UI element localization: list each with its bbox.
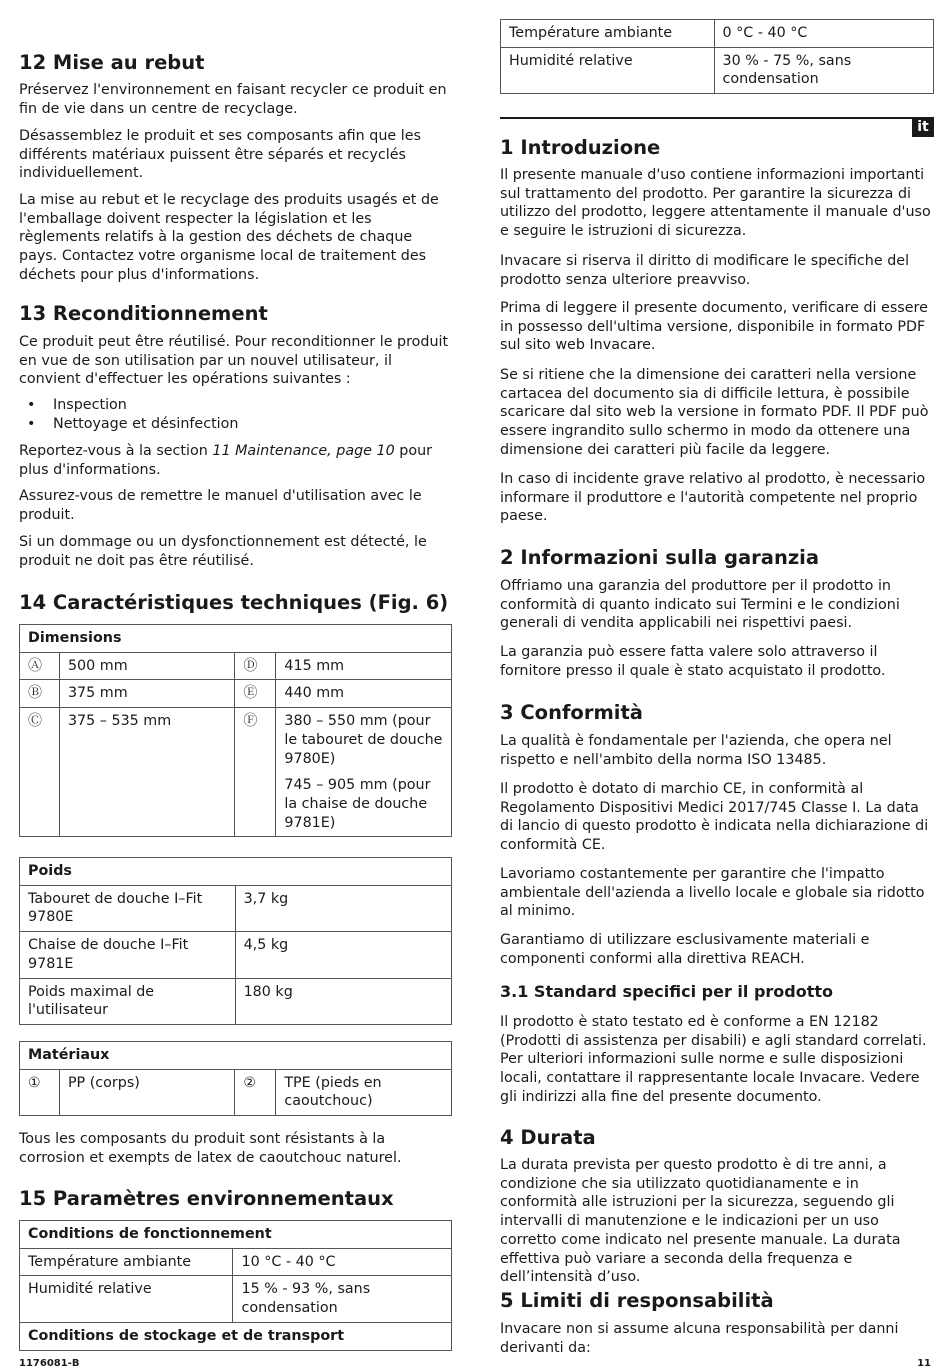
dimension-key: Ⓓ xyxy=(235,652,276,680)
table-row xyxy=(501,20,934,48)
weight-label: Poids maximal de l'utilisateur xyxy=(20,978,236,1024)
condition-value: 10 °C - 40 °C xyxy=(233,1248,452,1276)
weight-value: 180 kg xyxy=(235,978,451,1024)
footer-page-number: 11 xyxy=(917,1358,931,1369)
section-3-1-title: 3.1 Standard specifici per il prodotto xyxy=(500,982,834,1001)
dimension-value xyxy=(276,708,452,837)
list-item: • Inspection xyxy=(27,397,127,413)
materials-note: Tous les composants du produit sont résistants à la corrosion et exempts de latex de caoutchouc naturel. xyxy=(19,1131,402,1166)
table-row xyxy=(20,858,452,886)
section-15-title: 15 Paramètres environnementaux xyxy=(19,1187,394,1210)
dimension-value-chair: 745 – 905 mm (pour la chaise de douche 9781E) xyxy=(284,777,431,831)
section-3-p3: Lavoriamo costantemente per garantire che l'impatto ambientale dell'azienda a livello locale e globale sia ridotto al minimo. xyxy=(500,866,925,920)
section-4-p1: La durata prevista per questo prodotto è di tre anni, a condizione che sia utilizzato quotidianamente e in conformità alle istruzioni per la sicurezza, seguendo gli intervalli di manutenzione e le indicazioni per un uso corretto come indicato nel presente manuale. La durata effettiva può variare a seconda della frequenza e dell’intensità d’uso. xyxy=(500,1157,901,1286)
section-3-1-p: Il prodotto è stato testato ed è conforme a EN 12182 (Prodotti di assistenza per disabili) e agli standard correlati. Per ulteriori informazioni sulle norme e sulle disposizioni locali, contattare il rappresentante locale Invacare. Vedere gli indirizzi alla fine del presente documento. xyxy=(500,1014,927,1105)
section-12-title: 12 Mise au rebut xyxy=(19,51,205,74)
table-row xyxy=(20,1248,452,1276)
section-3-title: 3 Conformità xyxy=(500,701,643,724)
section-1-p3: Prima di leggere il presente documento, verificare di essere in possesso dell'ultima versione, disponibile in formato PDF sul sito web Invacare. xyxy=(500,300,928,354)
section-13-p3: Assurez-vous de remettre le manuel d'utilisation avec le produit. xyxy=(19,488,422,523)
dimension-key: Ⓑ xyxy=(20,680,60,708)
section-2-p1: Offriamo una garanzia del produttore per il prodotto in conformità di quanto indicato sui Termini e le condizioni generali di vendita applicabili nei rispettivi paesi. xyxy=(500,578,900,632)
section-13-p2: Reportez-vous à la section 11 Maintenance, page 10 pour plus d'informations. xyxy=(19,443,433,478)
storage-conditions-table xyxy=(500,19,934,94)
dimension-key: Ⓒ xyxy=(20,708,60,837)
section-1-p4: Se si ritiene che la dimensione dei caratteri nella versione cartacea del documento sia di difficile lettura, è possibile scaricare dal sito web la versione in formato PDF. Il PDF può essere ingrandito sullo schermo in modo da ottenere una dimensione dei caratteri più facile da leggere. xyxy=(500,367,929,458)
section-13-p1: Ce produit peut être réutilisé. Pour reconditionner le produit en vue de son utilisation par un nouvel utilisateur, il convient d'effectuer les opérations suivantes : xyxy=(19,334,449,388)
section-1-title: 1 Introduzione xyxy=(500,136,661,159)
section-4-title: 4 Durata xyxy=(500,1126,596,1149)
dimension-value: 500 mm xyxy=(59,652,234,680)
materials-table xyxy=(19,1041,452,1116)
dimension-key: Ⓐ xyxy=(20,652,60,680)
dimension-value: 415 mm xyxy=(276,652,452,680)
section-2-p2: La garanzia può essere fatta valere solo attraverso il fornitore presso il quale è stato acquistato il prodotto. xyxy=(500,644,886,679)
section-reference: 11 Maintenance, page 10 xyxy=(212,443,395,459)
dimension-key: Ⓔ xyxy=(235,680,276,708)
operating-conditions-header: Conditions de fonctionnement xyxy=(20,1221,452,1249)
table-row xyxy=(20,708,452,837)
language-badge: it xyxy=(912,117,934,137)
table-row xyxy=(20,932,452,978)
table-row xyxy=(20,1276,452,1322)
section-5-title: 5 Limiti di responsabilità xyxy=(500,1289,774,1312)
table-row xyxy=(20,1042,452,1070)
section-3-p4: Garantiamo di utilizzare esclusivamente materiali e componenti conformi alla direttiva REACH. xyxy=(500,932,870,967)
material-value: PP (corps) xyxy=(59,1069,234,1115)
section-2-title: 2 Informazioni sulla garanzia xyxy=(500,546,820,569)
table-row xyxy=(20,885,452,931)
table-row xyxy=(20,625,452,653)
weight-value: 4,5 kg xyxy=(235,932,451,978)
section-13-p4: Si un dommage ou un dysfonctionnement est détecté, le produit ne doit pas être réutilisé. xyxy=(19,534,427,569)
section-14-title: 14 Caractéristiques techniques (Fig. 6) xyxy=(19,591,449,614)
section-12-p1: Préservez l'environnement en faisant recycler ce produit en fin de vie dans un centre de recyclage. xyxy=(19,82,447,117)
table-row xyxy=(20,978,452,1024)
dimension-value: 375 – 535 mm xyxy=(59,708,234,837)
dimension-key: Ⓕ xyxy=(235,708,276,837)
table-row xyxy=(501,47,934,93)
footer-doc-id: 1176081-B xyxy=(19,1358,80,1369)
list-item: • Nettoyage et désinfection xyxy=(27,415,239,432)
condition-value: 30 % - 75 %, sans condensation xyxy=(714,47,934,93)
weight-label: Chaise de douche I–Fit 9781E xyxy=(20,932,236,978)
section-12-p3: La mise au rebut et le recyclage des produits usagés et de l'emballage doivent respecter la législation et les règlements relatifs à la gestion des déchets de chaque pays. Contactez votre organisme local de traitement des déchets pour plus d'informations. xyxy=(19,192,439,283)
weight-table xyxy=(19,857,452,1025)
table-row xyxy=(20,680,452,708)
section-1-p2: Invacare si riserva il diritto di modificare le specifiche del prodotto senza ulteriore preavviso. xyxy=(500,253,910,288)
dimension-value: 375 mm xyxy=(59,680,234,708)
dimensions-header: Dimensions xyxy=(20,625,452,653)
condition-label: Humidité relative xyxy=(20,1276,233,1322)
section-1-p1: Il presente manuale d'uso contiene informazioni importanti sul trattamento del prodotto. Per garantire la sicurezza di utilizzo del prodotto, leggere attentamente il manuale d'uso e seguire le istruzioni di sicurezza. xyxy=(500,167,931,240)
table-row xyxy=(20,652,452,680)
section-13-bullets xyxy=(19,396,452,433)
section-3-p2: Il prodotto è dotato di marchio CE, in conformità al Regolamento Dispositivi Medici 2017/745 Classe I. La data di lancio di questo prodotto è indicata nella dichiarazione di conformità CE. xyxy=(500,781,929,854)
materials-header: Matériaux xyxy=(20,1042,452,1070)
condition-label: Humidité relative xyxy=(501,47,715,93)
storage-conditions-header: Conditions de stockage et de transport xyxy=(20,1322,452,1350)
condition-value: 15 % - 93 %, sans condensation xyxy=(233,1276,452,1322)
material-key: ② xyxy=(235,1069,276,1115)
section-12-p2: Désassemblez le produit et ses composants afin que les différents matériaux puissent être séparés et recyclés individuellement. xyxy=(19,128,421,182)
dimension-value-stool: 380 – 550 mm (pour le tabouret de douche 9780E) xyxy=(284,713,443,767)
weight-header: Poids xyxy=(20,858,452,886)
material-value: TPE (pieds en caoutchouc) xyxy=(276,1069,452,1115)
section-divider xyxy=(500,117,934,119)
dimensions-table xyxy=(19,624,452,837)
condition-label: Température ambiante xyxy=(501,20,715,48)
condition-label: Température ambiante xyxy=(20,1248,233,1276)
table-row xyxy=(20,1221,452,1249)
table-row xyxy=(20,1069,452,1115)
dimension-value: 440 mm xyxy=(276,680,452,708)
weight-value: 3,7 kg xyxy=(235,885,451,931)
section-1-p5: In caso di incidente grave relativo al prodotto, è necessario informare il produttore e l'autorità competente nel proprio paese. xyxy=(500,471,926,525)
weight-label: Tabouret de douche I–Fit 9780E xyxy=(20,885,236,931)
section-3-p1: La qualità è fondamentale per l'azienda, che opera nel rispetto e nell'ambito della norma ISO 13485. xyxy=(500,733,892,768)
table-row xyxy=(20,1322,452,1350)
environment-table xyxy=(19,1220,452,1351)
section-13-title: 13 Reconditionnement xyxy=(19,302,268,325)
condition-value: 0 °C - 40 °C xyxy=(714,20,934,48)
section-5-p1: Invacare non si assume alcuna responsabilità per danni derivanti da: xyxy=(500,1321,899,1356)
material-key: ① xyxy=(20,1069,60,1115)
